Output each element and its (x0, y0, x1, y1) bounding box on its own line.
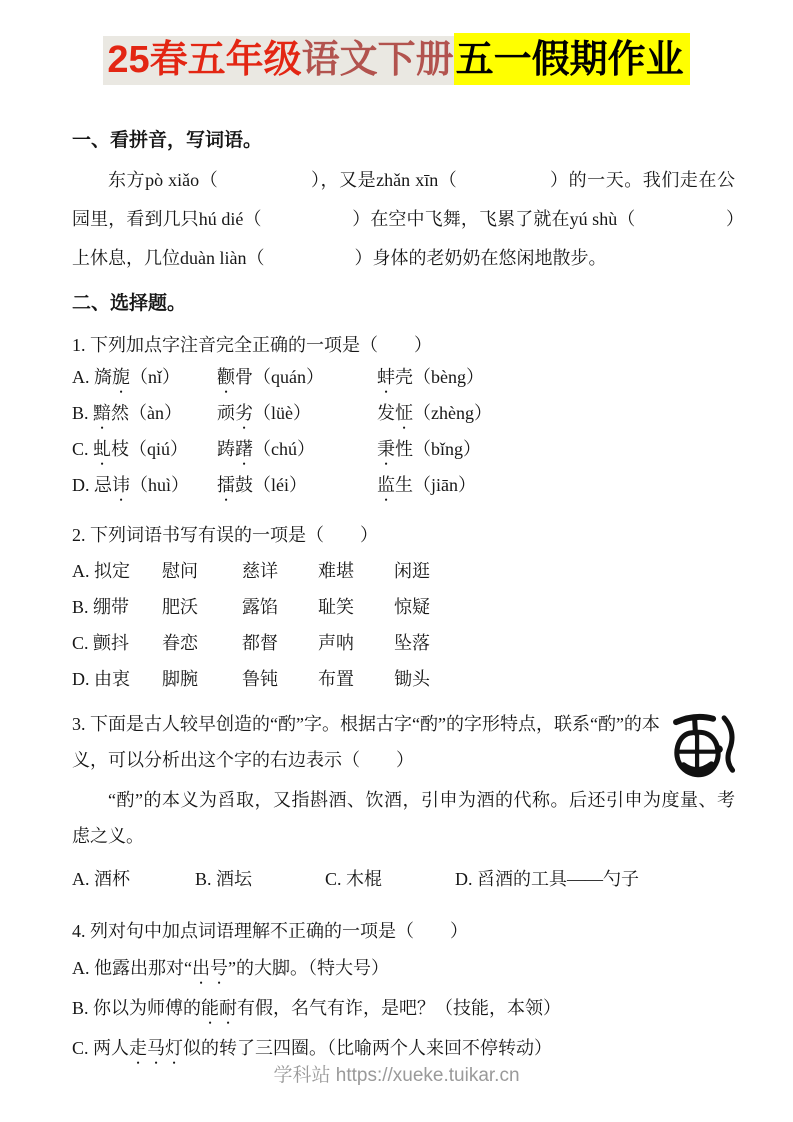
q2-b-word-3: 露馅 (242, 596, 278, 617)
q2-b-word-2: 肥沃 (162, 596, 198, 617)
title-grade-text: 25春五年级 (107, 39, 302, 81)
q4-option-a: A. 他露出那对“出号”的大脚。（特大号） (72, 957, 389, 978)
title-subject-text: 语文下册 (301, 39, 454, 81)
q1-option-c (72, 434, 735, 470)
q3-option-a: A. 酒杯 (72, 868, 130, 889)
pinyin-paragraph: 东方pò xiǎo（ ），又是zhǎn xīn（ ）的一天。我们走在公园里，看到几只hú dié（ ）在空中飞舞，飞累了就在yú shù（ ）上休息，几位duàn liàn（ ）身体的老奶奶在悠闲地散步。 (72, 169, 735, 268)
section2-heading: 二、选择题。 (72, 292, 187, 314)
q1-d-word-2: 擂鼓（léi） (217, 474, 307, 495)
q3-stem: 3. 下面是古人较早创造的“酌”字。根据古字“酌”的字形特点，联系“酌”的本义，可以分析出这个字的右边表示（ ） (72, 713, 660, 770)
q2-b-word-4: 耻笑 (318, 596, 354, 617)
q1-c-word-2: 踌躇（chú） (217, 438, 315, 459)
ancient-zhuo-character-glyph (665, 704, 741, 796)
q3-options (72, 860, 735, 896)
q2-c-word-5: 坠落 (394, 632, 430, 653)
q2-d-word-1: D. 由衷 (72, 668, 130, 689)
q2-stem: 2. 下列词语书写有误的一项是（ ） (72, 524, 378, 545)
q1-b-word-3: 发怔（zhèng） (377, 402, 492, 423)
q2-a-word-4: 难堪 (318, 560, 354, 581)
q1-option-b (72, 398, 735, 434)
q2-d-word-4: 布置 (318, 668, 354, 689)
q2-c-word-3: 都督 (242, 632, 278, 653)
q2-option-c (72, 624, 735, 660)
worksheet-content (0, 129, 793, 1068)
site-watermark: 学科站 https://xueke.tuikar.cn (273, 1065, 520, 1086)
q2-c-word-4: 声呐 (318, 632, 354, 653)
q3-block (72, 706, 735, 896)
page-title (0, 0, 793, 85)
q1-d-word-3: 监生（jiān） (377, 474, 476, 495)
q2-b-word-5: 惊疑 (394, 596, 430, 617)
q3-option-b: B. 酒坛 (195, 868, 253, 889)
q4-option-c: C. 两人走马灯似的转了三四圈。（比喻两个人来回不停转动） (72, 1037, 553, 1058)
q2-d-word-2: 脚腕 (162, 668, 198, 689)
q2-c-word-2: 眷恋 (162, 632, 198, 653)
q2-option-d (72, 660, 735, 696)
q1-d-word-1: D. 忌讳（huì） (72, 474, 190, 495)
q4-option-b: B. 你以为师傅的能耐有假，名气有诈，是吧？（技能，本领） (72, 997, 562, 1018)
q1-stem: 1. 下列加点字注音完全正确的一项是（ ） (72, 334, 432, 355)
title-holiday-text: 五一假期作业 (454, 33, 690, 85)
q2-a-word-1: A. 拟定 (72, 560, 130, 581)
q3-option-d: D. 舀酒的工具——勺子 (455, 868, 639, 889)
q2-a-word-2: 慰问 (162, 560, 198, 581)
q1-option-a (72, 362, 735, 398)
q2-d-word-3: 鲁钝 (242, 668, 278, 689)
q2-option-b (72, 588, 735, 624)
q2-b-word-1: B. 绷带 (72, 596, 130, 617)
q1-c-word-3: 秉性（bǐng） (377, 438, 482, 459)
q2-a-word-5: 闲逛 (394, 560, 430, 581)
q1-b-word-1: B. 黯然（àn） (72, 402, 183, 423)
q2-a-word-3: 慈详 (242, 560, 278, 581)
title-left-highlight (103, 36, 453, 85)
q1-a-word-2: 颧骨（quán） (217, 366, 324, 387)
q3-option-c: C. 木棍 (325, 868, 383, 889)
section1-heading: 一、看拼音，写词语。 (72, 129, 263, 151)
q4-stem: 4. 列对句中加点词语理解不正确的一项是（ ） (72, 920, 468, 941)
q1-c-word-1: C. 虬枝（qiú） (72, 438, 189, 459)
q2-option-a (72, 552, 735, 588)
q2-d-word-5: 锄头 (394, 668, 430, 689)
q1-a-word-1: A. 旖旎（nǐ） (72, 366, 181, 387)
q1-b-word-2: 顽劣（lüè） (217, 402, 311, 423)
q1-a-word-3: 蚌壳（bèng） (377, 366, 484, 387)
q1-option-d (72, 470, 735, 506)
q2-c-word-1: C. 颤抖 (72, 632, 130, 653)
q3-explanation: “酌”的本义为舀取，又指斟酒、饮酒，引申为酒的代称。后还引申为度量、考虑之义。 (72, 789, 735, 846)
